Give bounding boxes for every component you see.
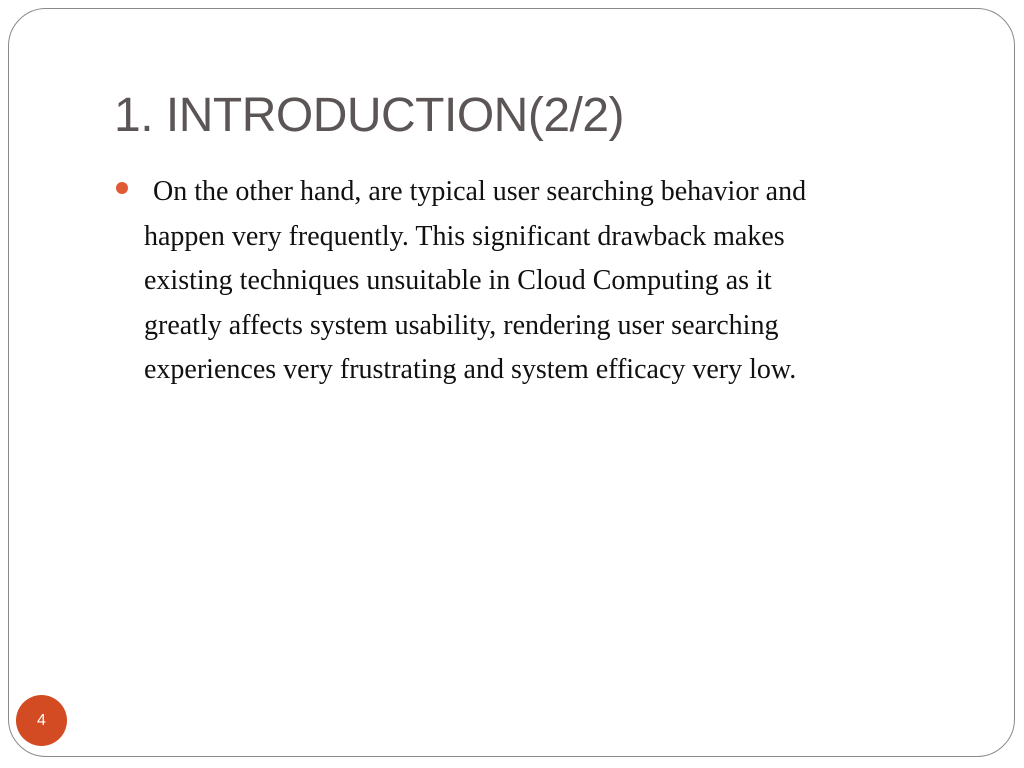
slide-title: 1. INTRODUCTION(2/2) xyxy=(114,89,625,142)
bullet-line: existing techniques unsuitable in Cloud Computing as it xyxy=(144,265,772,296)
slide-content xyxy=(116,170,946,393)
bullet-item xyxy=(116,170,946,393)
bullet-dot-icon xyxy=(116,182,128,194)
bullet-line: happen very frequently. This significant drawback makes xyxy=(144,220,785,252)
bullet-text xyxy=(144,170,946,393)
bullet-line: greatly affects system usability, rendering user searching xyxy=(144,309,779,341)
page-number-badge: 4 xyxy=(16,695,67,746)
bullet-line: experiences very frustrating and system efficacy very low. xyxy=(144,354,797,385)
bullet-line: On the other hand, are typical user searching behavior and xyxy=(153,176,807,207)
